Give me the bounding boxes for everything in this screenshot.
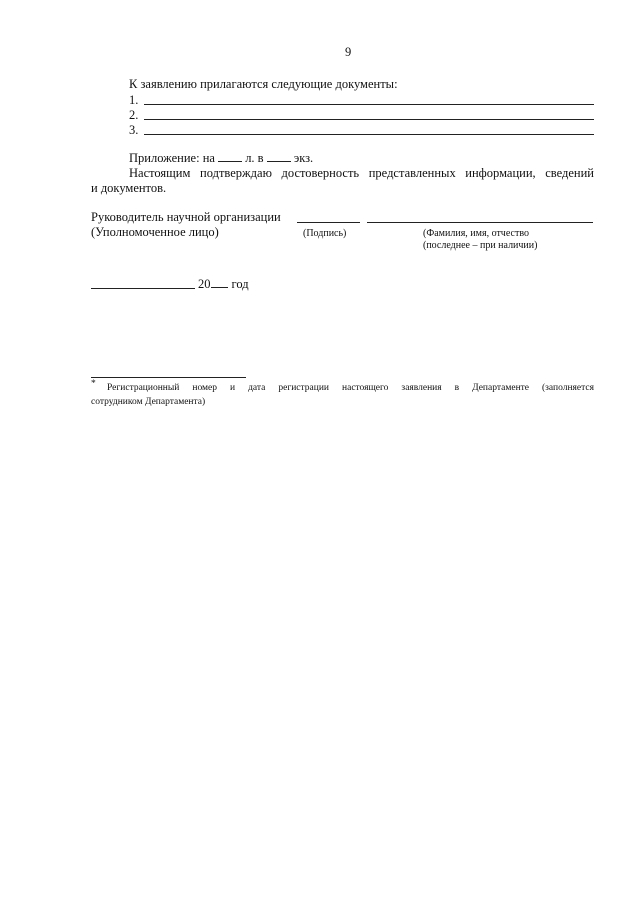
footnote-text-line1: Регистрационный номер и дата регистрации настоящего заявления в Департаменте (заполняется xyxy=(107,383,594,393)
appendix-mid: л. в xyxy=(245,151,264,165)
footnote-separator xyxy=(91,377,246,378)
appendix-prefix: Приложение: на xyxy=(129,151,215,165)
attachment-item-3-line[interactable] xyxy=(144,134,594,135)
appendix-copies-blank[interactable] xyxy=(267,151,291,162)
appendix-pages-blank[interactable] xyxy=(218,151,242,162)
page-number: 9 xyxy=(345,45,352,59)
appendix-line xyxy=(129,151,313,166)
date-year-blank[interactable] xyxy=(211,277,228,288)
appendix-suffix: экз. xyxy=(293,151,314,165)
full-name-caption: (Фамилия, имя, отчество xyxy=(423,228,529,239)
attachment-item-1-number: 1. xyxy=(129,93,139,107)
full-name-caption-note: (последнее – при наличии) xyxy=(423,240,538,251)
footnote-marker: * xyxy=(91,379,96,389)
attachments-intro: К заявлению прилагаются следующие документы: xyxy=(129,77,398,91)
signature-line[interactable] xyxy=(297,222,360,223)
confirmation-text-line1: Настоящим подтверждаю достоверность представленных информации, сведений xyxy=(129,166,594,180)
signature-caption: (Подпись) xyxy=(303,228,347,239)
date-day-month-line[interactable] xyxy=(91,288,195,289)
attachment-item-1-line[interactable] xyxy=(144,104,594,105)
signatory-role: Руководитель научной организации xyxy=(91,210,281,224)
signatory-authorized-person: (Уполномоченное лицо) xyxy=(91,225,219,239)
date-year xyxy=(198,277,249,292)
date-year-prefix: 20 xyxy=(198,277,211,291)
footnote-text-line2: сотрудником Департамента) xyxy=(91,397,206,407)
attachment-item-2-line[interactable] xyxy=(144,119,594,120)
confirmation-text-line2: и документов. xyxy=(91,181,167,195)
full-name-line[interactable] xyxy=(367,222,593,223)
attachment-item-3-number: 3. xyxy=(129,123,139,137)
attachment-item-2-number: 2. xyxy=(129,108,139,122)
date-year-suffix: год xyxy=(231,277,249,291)
